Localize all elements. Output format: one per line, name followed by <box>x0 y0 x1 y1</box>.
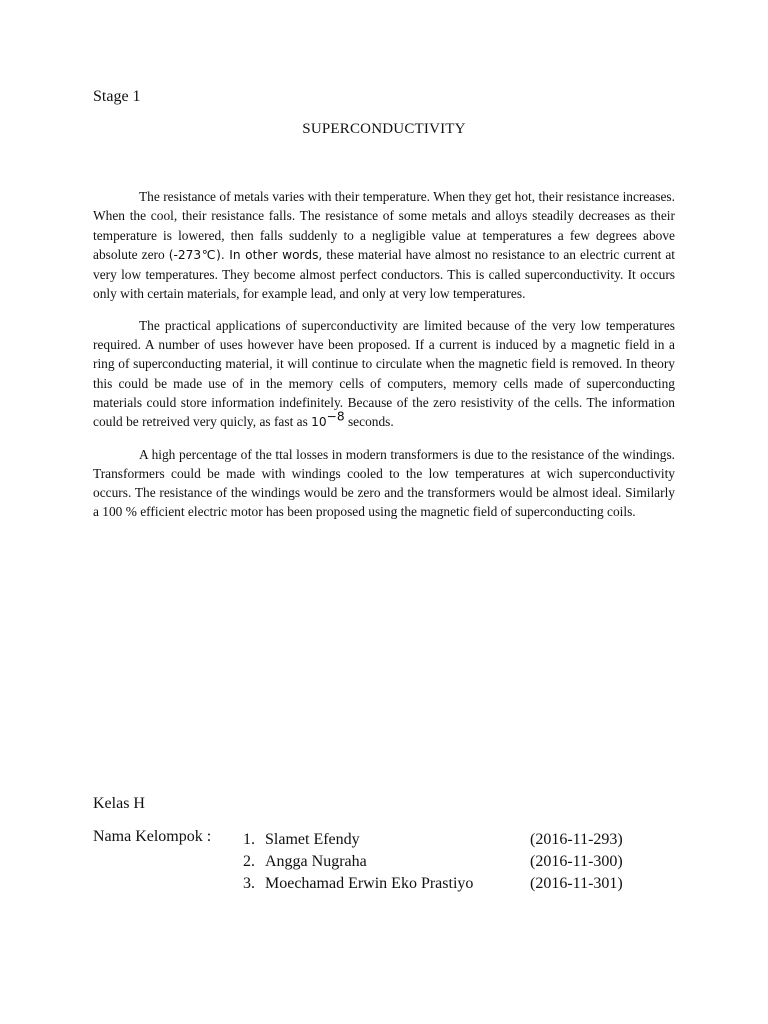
list-item <box>243 851 643 873</box>
member-id: (2016-11-301) <box>530 875 623 892</box>
member-list <box>243 829 643 895</box>
paragraph-1-part-b: (-273℃). In other words, <box>168 247 323 262</box>
class-label: Kelas H <box>93 795 145 812</box>
paragraph-1 <box>93 187 675 304</box>
paragraph-3: A high percentage of the ttal losses in modern transformers is due to the resistance of the windings. Transformers could be made with windings cooled to the low temperatures at wich superconductivity occurs. The resistance of the windings would be zero and the transformers would be almost ideal. Similarly a 100 % efficient electric motor has been proposed using the magnetic field of superconducting coils. <box>93 446 675 520</box>
paragraph-2-part-b: seconds. <box>344 414 394 430</box>
member-name: Angga Nugraha <box>265 853 367 870</box>
paragraph-1-part-c: these material have almost no resistance to an electric current at very low temperatures. They become almost perfect conductors. This is called superconductivity. It occurs only with certain materials, for example lead, and only at very low temperatures. <box>93 246 675 302</box>
paragraph-1-part-a: The resistance of metals varies with their temperature. When they get hot, their resistance increases. When the cool, their resistance falls. The resistance of some metals and alloys steadily decreases as their temperature is lowered, then falls suddenly to a negligible value at temperatures a few degrees above absolute zero <box>93 189 675 262</box>
member-number: 2. <box>243 853 255 870</box>
body-text <box>93 187 675 534</box>
paragraph-2 <box>93 316 675 433</box>
member-name: Slamet Efendy <box>265 831 360 848</box>
member-id: (2016-11-293) <box>530 831 623 848</box>
list-item <box>243 873 643 895</box>
exponent-base: 10 <box>311 415 327 430</box>
list-item <box>243 829 643 851</box>
member-name: Moechamad Erwin Eko Prastiyo <box>265 875 474 892</box>
paragraph-2-part-a: The practical applications of superconductivity are limited because of the very low temperatures required. A number of uses however have been proposed. If a current is induced by a magnetic field in a ring of superconducting material, it will continue to circulate when the magnetic field is removed. In theory this could be made use of in the memory cells of computers, memory cells made of superconducting materials could store information indefinitely. Because of the zero resistivity of the cells. The information could be retreived very quicly, as fast as <box>93 317 675 430</box>
stage-heading: Stage 1 <box>93 88 141 105</box>
document-title: SUPERCONDUCTIVITY <box>302 121 466 137</box>
member-number: 3. <box>243 875 255 892</box>
exponent-power: −8 <box>326 409 345 424</box>
member-id: (2016-11-300) <box>530 853 623 870</box>
group-name-label: Nama Kelompok : <box>93 828 212 845</box>
member-number: 1. <box>243 831 255 848</box>
